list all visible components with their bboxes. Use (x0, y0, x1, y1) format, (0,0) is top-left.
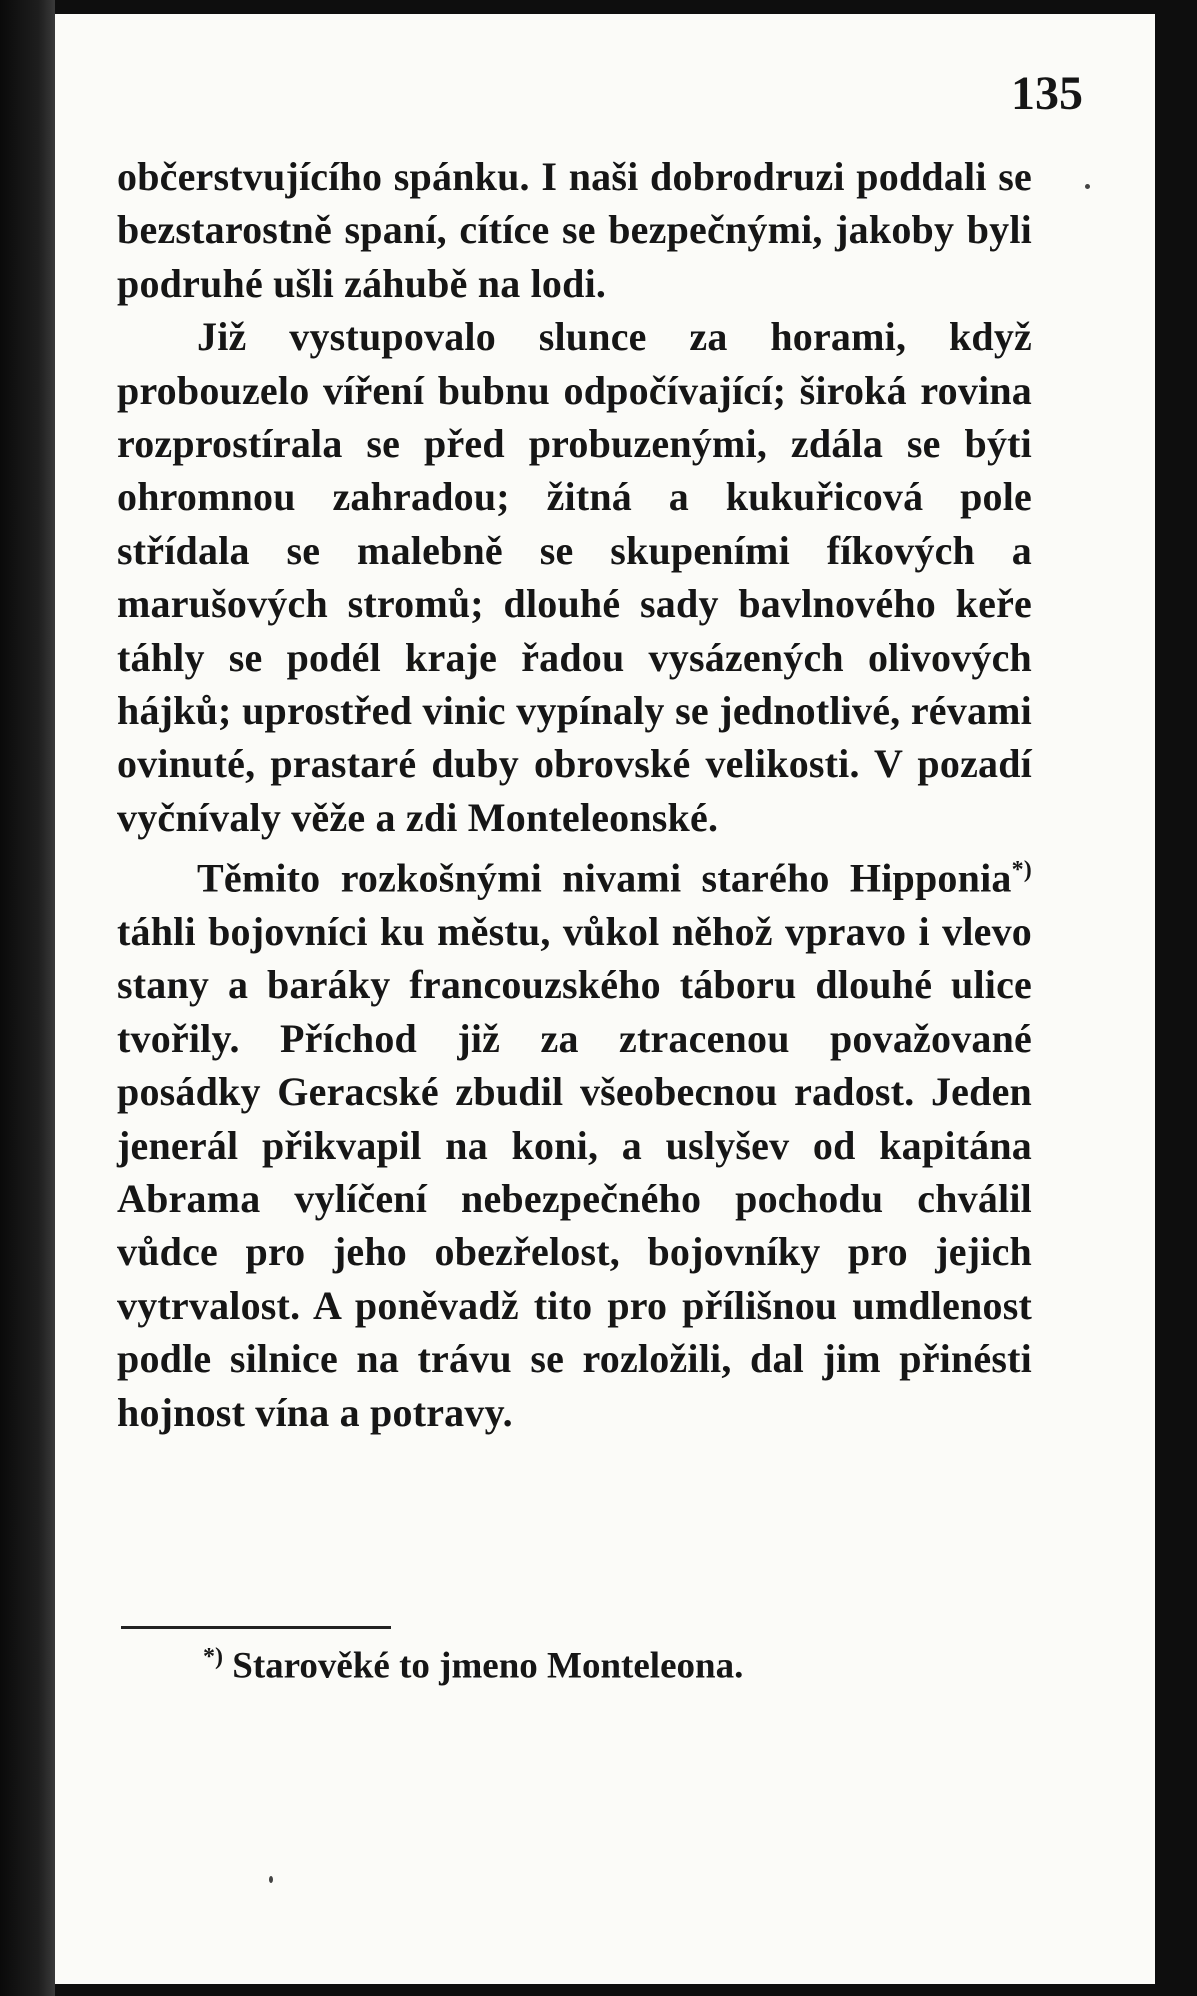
paragraph-arrival-lead: Těmito rozkošnými nivami starého Hipponia (197, 855, 1012, 901)
body-text (117, 150, 1032, 1439)
footnote-reference: *) (1011, 857, 1032, 884)
book-page (55, 14, 1155, 1984)
footnote (203, 1644, 743, 1687)
paper-speck (269, 1876, 273, 1883)
paragraph-arrival-rest: táhli bojovníci ku městu, vůkol něhož vpravo i vlevo stany a baráky francouzského táboru dlouhé ulice tvořily. Příchod již za ztracenou považované posádky Geracské zbudil všeobecnou radost. Jeden jenerál přikvapil na koni, a uslyšev od kapitána Abrama vylíčení nebezpečného pochodu chválil vůdce pro jeho obezřelost, bojovníky pro jejich vytrvalost. A poněvadž tito pro přílišnou umdlenost podle silnice na trávu se rozložili, dal jim přinésti hojnost vína a potravy. (117, 909, 1032, 1435)
paper-speck (1085, 184, 1090, 189)
footnote-mark: *) (203, 1644, 223, 1670)
paragraph-continuation: občerstvujícího spánku. I naši dobrodruzi poddali se bezstarostně spaní, cítíce se bezpečnými, jakoby byli podruhé ušli záhubě na lodi. (117, 154, 1032, 306)
page-number: 135 (1011, 67, 1083, 120)
footnote-divider (121, 1626, 391, 1629)
footnote-text: Starověké to jmeno Monteleona. (223, 1645, 744, 1687)
book-gutter-shadow (0, 0, 55, 1996)
paragraph-arrival (117, 844, 1032, 1439)
paragraph-landscape: Již vystupovalo slunce za horami, když probouzelo víření bubnu odpočívající; široká rovina rozprostírala se před probuzenými, zdála se býti ohromnou zahradou; žitná a kukuřicová pole střídala se malebně se skupeními fíkových a marušových stromů; dlouhé sady bavlnového keře táhly se podél kraje řadou vysázených olivových hájků; uprostřed vinic vypínaly se jednotlivé, révami ovinuté, prastaré duby obrovské velikosti. V pozadí vyčnívaly věže a zdi Monteleonské. (117, 314, 1032, 840)
